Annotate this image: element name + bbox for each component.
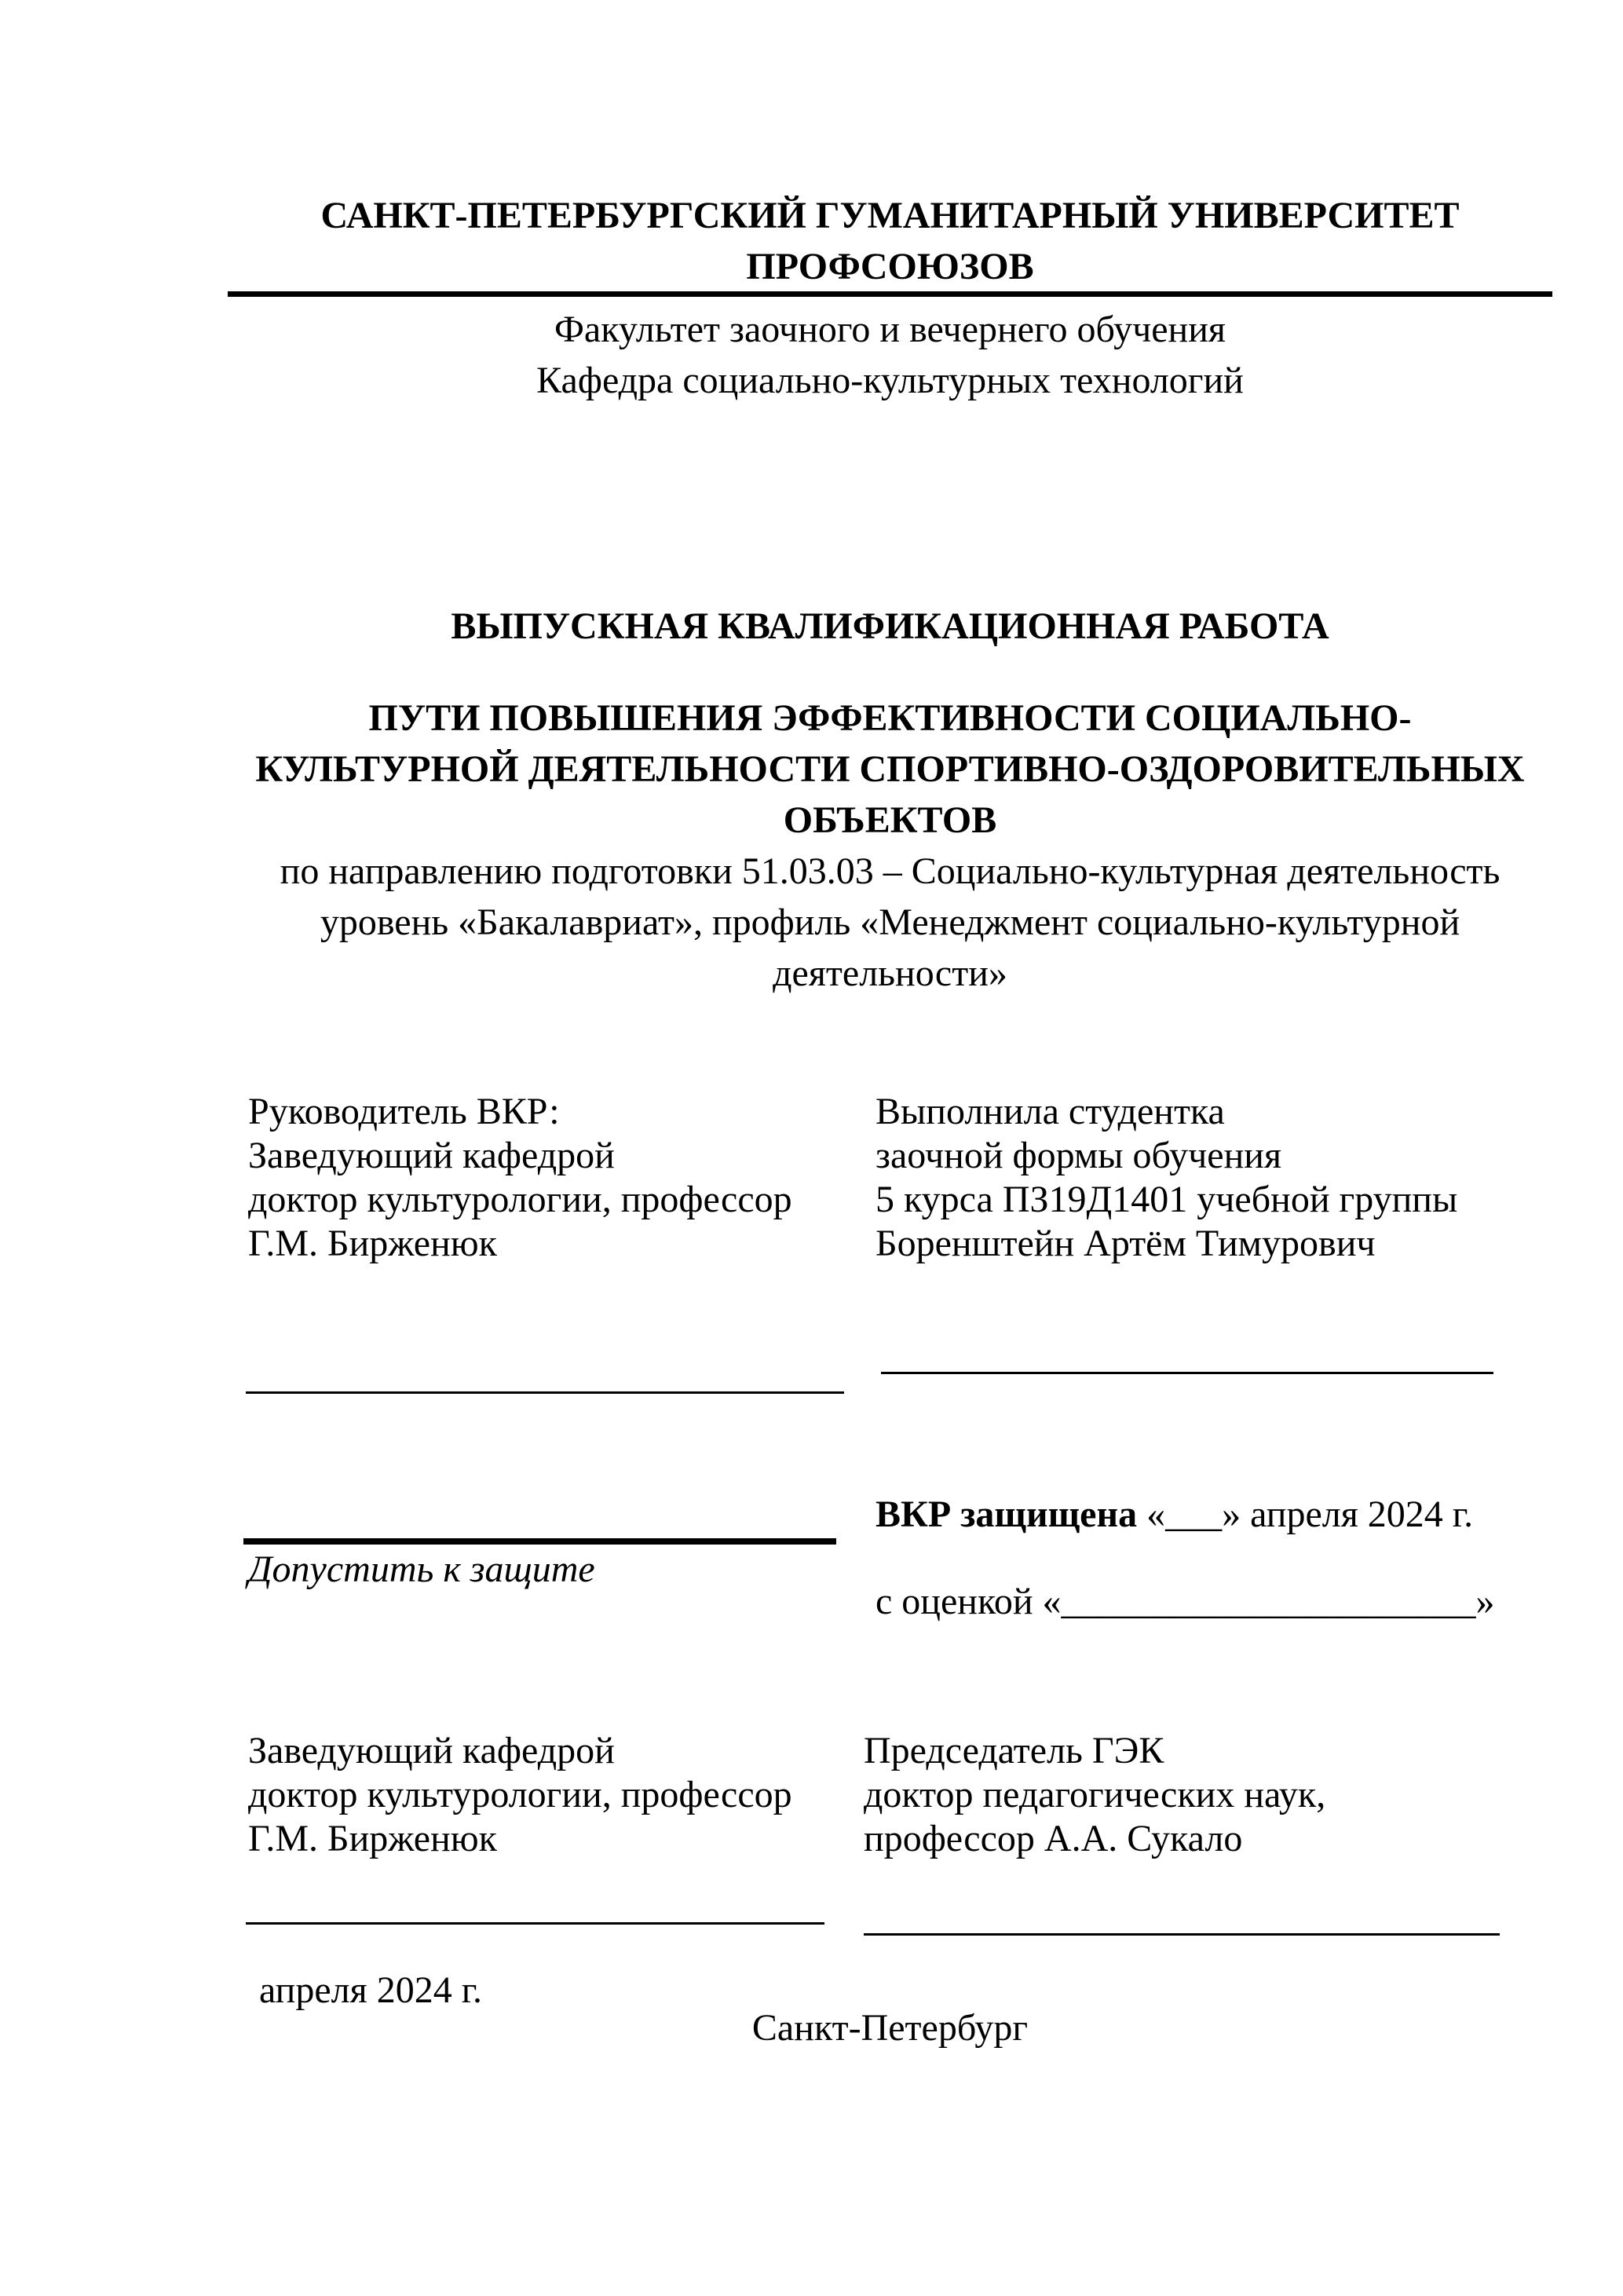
- supervisor-degree: доктор культурологии, профессор: [248, 1179, 792, 1220]
- chairman-degree: доктор педагогических наук,: [864, 1774, 1326, 1815]
- program-level-line: уровень «Бакалавриат», профиль «Менеджмент социально-культурной: [320, 901, 1460, 943]
- admit-signature-line: [243, 1538, 836, 1545]
- chairman-name: профессор А.А. Сукало: [864, 1818, 1243, 1859]
- footer-city: Санкт-Петербург: [751, 2007, 1029, 2049]
- supervisor-signature-line: [246, 1391, 844, 1394]
- thesis-title-line2: КУЛЬТУРНОЙ ДЕЯТЕЛЬНОСТИ СПОРТИВНО-ОЗДОРОВИТЕЛЬНЫХ: [255, 748, 1525, 790]
- department-head-block: [248, 1729, 792, 1861]
- admit-note: Допустить к защите: [248, 1548, 595, 1590]
- student-block: [875, 1090, 1457, 1266]
- student-name: Боренштейн Артём Тимурович: [875, 1223, 1376, 1264]
- student-role: Выполнила студентка: [875, 1091, 1225, 1132]
- program-level-line2: деятельности»: [773, 952, 1007, 994]
- supervisor-block: [248, 1090, 792, 1266]
- head-position: Заведующий кафедрой: [248, 1730, 615, 1771]
- student-group: 5 курса ПЗ19Д1401 учебной группы: [875, 1179, 1458, 1220]
- defended-line: [875, 1493, 1473, 1537]
- thesis-title: [228, 693, 1552, 846]
- work-type-heading: ВЫПУСКНАЯ КВАЛИФИКАЦИОННАЯ РАБОТА: [451, 605, 1329, 647]
- footer-date: апреля 2024 г.: [259, 1969, 482, 2011]
- student-study-form: заочной формы обучения: [875, 1135, 1282, 1176]
- head-degree: доктор культурологии, профессор: [248, 1774, 792, 1815]
- thesis-title-line3: ОБЪЕКТОВ: [783, 799, 997, 841]
- university-name-line2: ПРОФСОЮЗОВ: [746, 246, 1034, 287]
- university-name: [228, 190, 1552, 292]
- defended-label: ВКР защищена: [875, 1493, 1138, 1535]
- chairman-position: Председатель ГЭК: [864, 1730, 1164, 1771]
- program-direction-line: по направлению подготовки 51.03.03 – Социально-культурная деятельность: [280, 850, 1501, 892]
- chairman-signature-line: [864, 1933, 1500, 1936]
- defended-date-blank: «___» апреля 2024 г.: [1146, 1493, 1474, 1535]
- grade-line: с оценкой «______________________»: [875, 1581, 1495, 1622]
- supervisor-role: Руководитель ВКР:: [248, 1091, 560, 1132]
- supervisor-position: Заведующий кафедрой: [248, 1135, 615, 1176]
- faculty-line: Факультет заочного и вечернего обучения: [554, 309, 1226, 350]
- program-info: [228, 846, 1552, 999]
- chairman-block: [864, 1729, 1325, 1861]
- head-name: Г.М. Бирженюк: [248, 1818, 497, 1859]
- student-signature-line: [881, 1372, 1493, 1374]
- department-line: Кафедра социально-культурных технологий: [536, 360, 1244, 401]
- university-name-line1: САНКТ-ПЕТЕРБУРГСКИЙ ГУМАНИТАРНЫЙ УНИВЕРСИТЕТ: [320, 195, 1460, 236]
- supervisor-name: Г.М. Бирженюк: [248, 1223, 497, 1264]
- thesis-title-line1: ПУТИ ПОВЫШЕНИЯ ЭФФЕКТИВНОСТИ СОЦИАЛЬНО-: [368, 697, 1412, 739]
- faculty-department: [228, 304, 1552, 406]
- head-signature-line: [246, 1922, 824, 1925]
- header-divider-line: [228, 291, 1552, 297]
